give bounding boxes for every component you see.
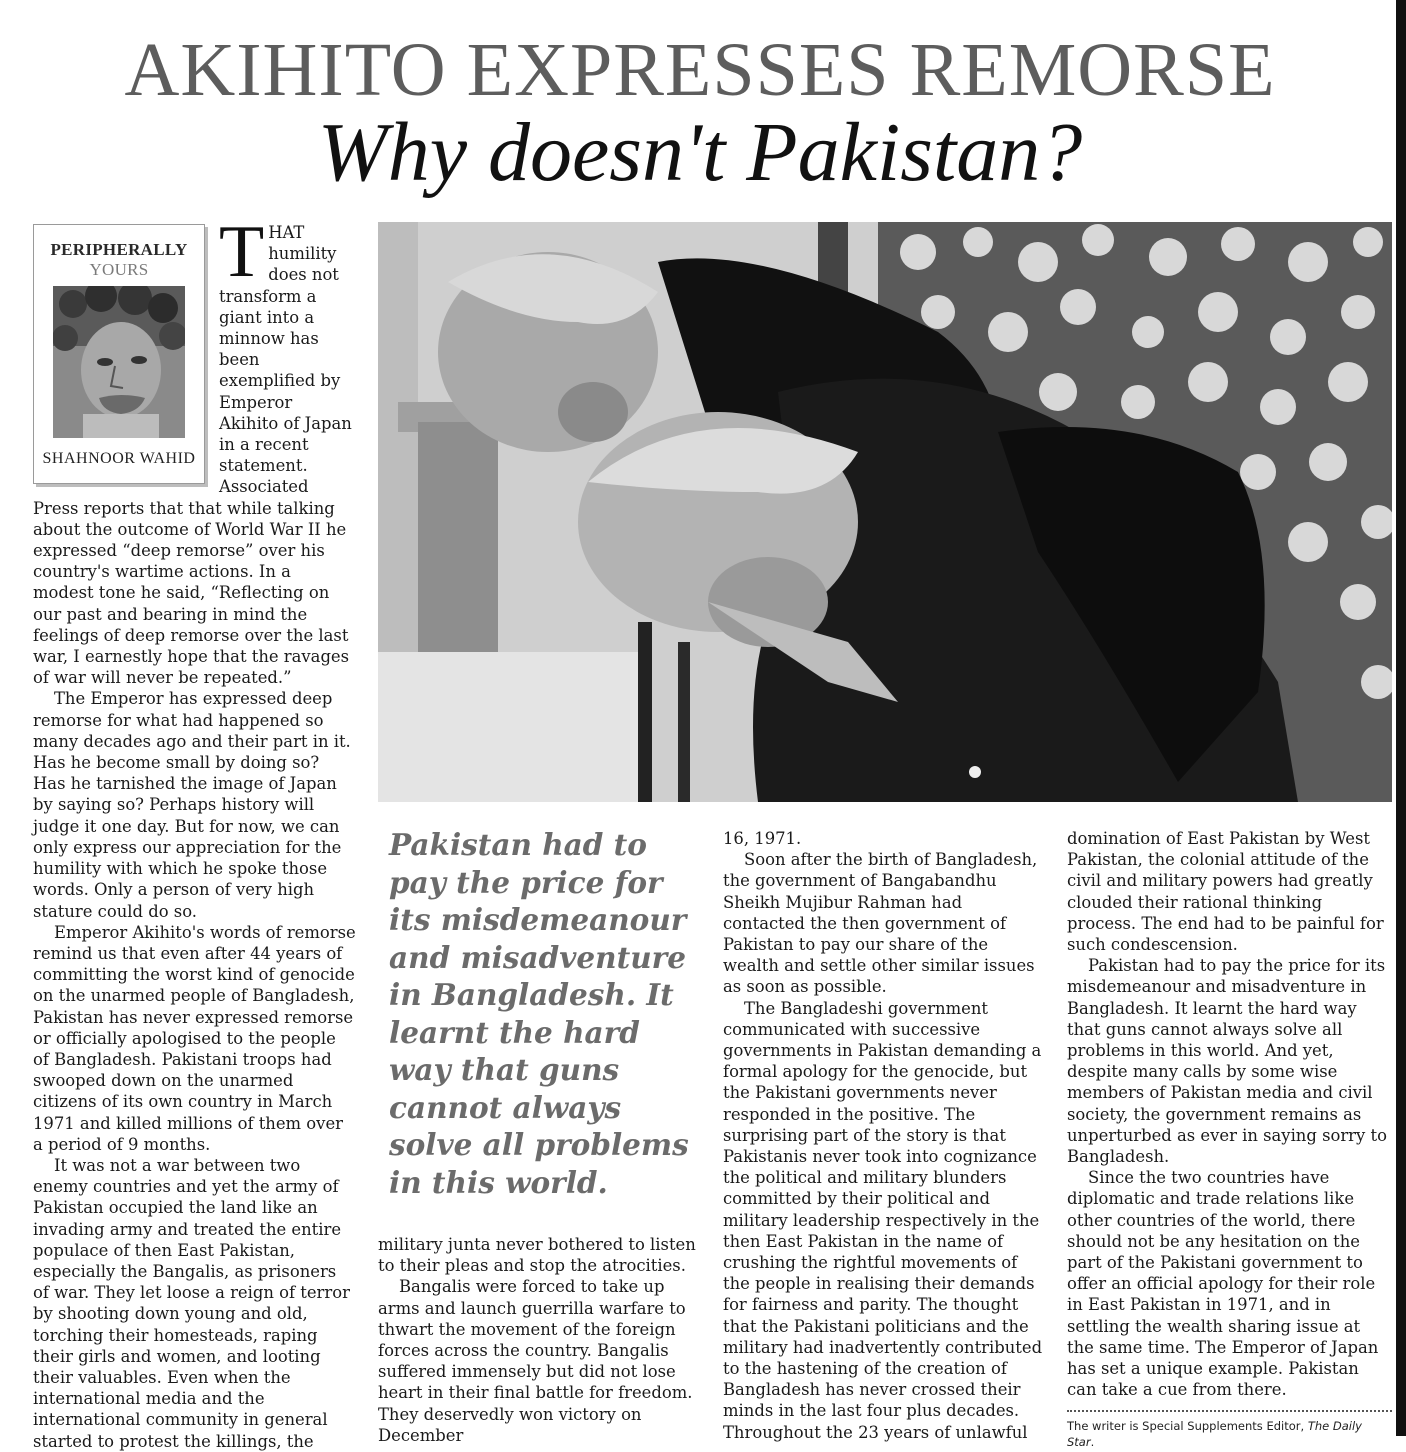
column-name-line1: PERIPHERALLY: [50, 240, 188, 259]
publication-name: The Daily Star: [1067, 1419, 1362, 1450]
paragraph-5-start: Bangalis were forced to take up arms and launch guerrilla warfare to thwart the movement of the foreign forces across the country. Bangalis suffered immensely but did not lose heart in their final battle for freedom. They deservedly won victory on December: [378, 1277, 693, 1445]
right-edge-rule: [1396, 0, 1406, 1436]
column-3: [723, 828, 1048, 1443]
writer-divider: [1067, 1410, 1392, 1412]
writer-note-text: The writer is Special Supplements Editor,: [1067, 1419, 1308, 1434]
writer-note: [1067, 1418, 1392, 1450]
paragraph-1-text: HAT humility does not transform a giant into a minnow has been exemplified by Emperor Akihito of Japan in a recent statement. Associated Press reports that that while talking about the outcome of World War II he expressed “deep remorse” over his country's wartime actions. In a modest tone he said, “Reflecting on our past and bearing in mind the feelings of deep remorse over the last war, I earnestly hope that the ravages of war will never be repeated.”: [33, 223, 352, 688]
paragraph-4-end: military junta never bothered to listen to their pleas and stop the atrocities.: [378, 1235, 696, 1276]
paragraph-8: Pakistan had to pay the price for its misdemeanour and misadventure in Bangladesh. It learnt the hard way that guns cannot always solve all problems in this world. And yet, despite many calls by some wise members of Pakistan media and civil society, the government remains as unperturbed as ever in saying sorry to Bangladesh.: [1067, 956, 1387, 1167]
kicker-title: AKIHITO EXPRESSES REMORSE: [124, 28, 1276, 112]
column-1: [33, 211, 356, 1452]
paragraph-6: Soon after the birth of Bangladesh, the government of Bangabandhu Sheikh Mujibur Rahman had contacted the then government of Pakistan to pay our share of the wealth and settle other similar issues as soon as possible.: [723, 850, 1038, 997]
paragraph-9: Since the two countries have diplomatic and trade relations like other countries of the world, there should not be any hesitation on the part of the Pakistani government to offer an official apology for their role in East Pakistan in 1971, and in settling the wealth sharing issue at the same time. The Emperor of Japan has set a unique example. Pakistan can take a cue from there.: [1067, 1168, 1379, 1400]
column-4: [1067, 828, 1392, 1450]
paragraph-2: The Emperor has expressed deep remorse for what had happened so many decades ago and their part in it. Has he become small by doing so? Has he tarnished the image of Japan by saying so? Perhaps history will judge it one day. But for now, we can only express our appreciation for the humility with which he spoke those words. Only a person of very high stature could do so.: [33, 689, 351, 921]
paragraph-3: Emperor Akihito's words of remorse remind us that even after 44 years of committing the worst kind of genocide on the unarmed people of Bangladesh, Pakistan has never expressed remorse or officially apologised to the people of Bangladesh. Pakistani troops had swooped down on the unarmed citizens of its own country in March 1971 and killed millions of them over a period of 9 months.: [33, 922, 356, 1154]
author-portrait: [53, 286, 185, 438]
pull-quote: Pakistan had to pay the price for its misdemeanour and misadventure in Bangladesh. It learnt the hard way that guns cannot always solve all problems in this world.: [389, 827, 689, 1200]
paragraph-7-end: domination of East Pakistan by West Pakistan, the colonial attitude of the civil and military powers had greatly clouded their rational thinking process. The end had to be painful for such condescension.: [1067, 829, 1384, 955]
writer-note-end: .: [1090, 1435, 1095, 1450]
column-2: [378, 1234, 703, 1446]
drop-cap: T: [219, 211, 265, 293]
paragraph-5-end: 16, 1971.: [723, 829, 802, 848]
byline-box: [33, 224, 205, 484]
paragraph-7-start: The Bangladeshi government communicated with successive governments in Pakistan demanding a formal apology for the genocide, but the Pakistani governments never responded in the positive. The surprising part of the story is that Pakistanis never took into cognizance the political and military blunders committed by their political and military leadership respectively in the then East Pakistan in the name of crushing the rightful movements of the people in realising their demands for fairness and parity. The thought that the Pakistani politicians and the military had inadvertently contributed to the hastening of the creation of Bangladesh has never crossed their minds in the last four plus decades. Throughout the 23 years of unlawful: [723, 998, 1043, 1442]
paragraph-4-start: It was not a war between two enemy countries and yet the army of Pakistan occupied the land like an invading army and treated the entire populace of then East Pakistan, especially the Bangalis, as prisoners of war. They let loose a reign of terror by shooting down young and old, torching their homesteads, raping their girls and women, and looting their valuables. Even when the international media and the international community in general started to protest the killings, the: [33, 1155, 350, 1451]
lead-photo: [378, 222, 1392, 802]
column-name-line2: YOURS: [89, 260, 149, 280]
author-name: SHAHNOOR WAHID: [42, 450, 196, 468]
headline: Why doesn't Pakistan?: [317, 106, 1083, 199]
